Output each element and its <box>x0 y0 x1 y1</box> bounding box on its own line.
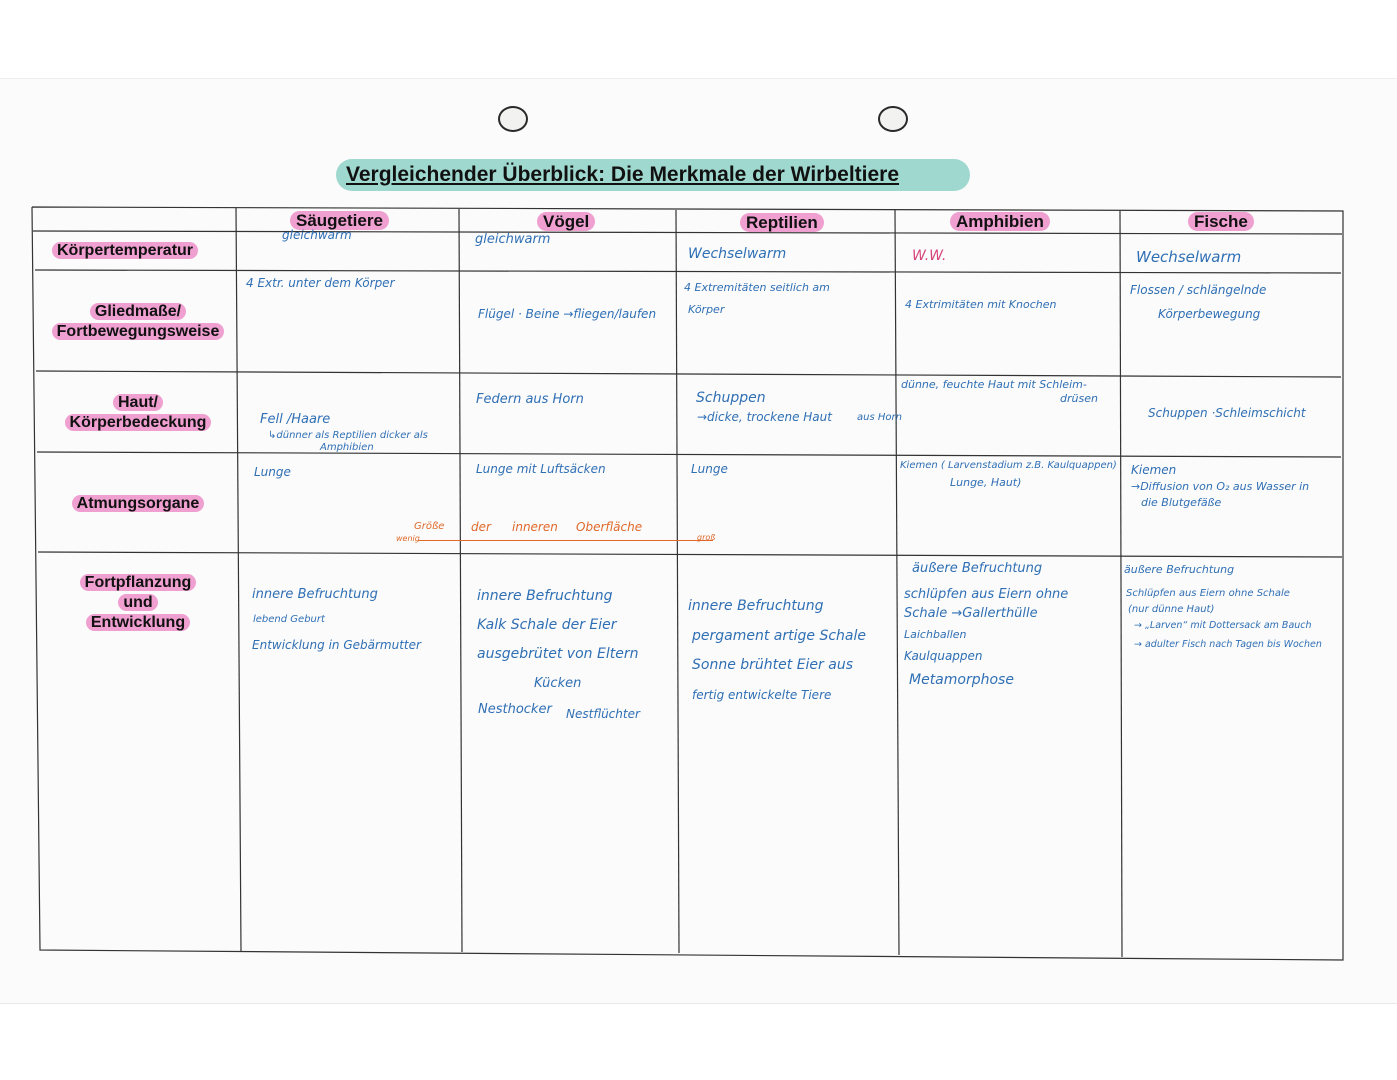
cell-atmung-amphibien-1: Kiemen ( Larvenstadium z.B. Kaulquappen) <box>900 460 1117 471</box>
cell-haut-fische: Schuppen ·Schleimschicht <box>1148 406 1306 420</box>
cell-haut-amphibien-1: dünne, feuchte Haut mit Schleim- <box>901 378 1087 391</box>
cell-fort-voegel-4: Kücken <box>534 676 582 691</box>
cell-atmung-voegel: Lunge mit Luftsäcken <box>476 462 606 476</box>
cell-haut-amphibien-2: drüsen <box>1060 392 1098 405</box>
cell-fort-voegel-2: Kalk Schale der Eier <box>477 617 617 633</box>
row-header-koerpertemperatur: Körpertemperatur <box>52 241 198 261</box>
row-header-fortpflanzung: Fortpflanzung und Entwicklung <box>40 573 236 633</box>
cell-fort-reptilien-4: fertig entwickelte Tiere <box>692 688 832 702</box>
cell-temp-saeuger: gleichwarm <box>282 228 352 242</box>
cell-glied-saeuger: 4 Extr. unter dem Körper <box>246 276 395 290</box>
cell-haut-reptilien-2: →dicke, trockene Haut <box>697 410 832 424</box>
cell-glied-fische-2: Körperbewegung <box>1158 307 1261 321</box>
cell-fort-voegel-3: ausgebrütet von Eltern <box>477 646 639 662</box>
arrow-label-groesse: Größe <box>414 521 445 532</box>
cell-atmung-fische-1: Kiemen <box>1131 463 1177 477</box>
cell-glied-reptilien-1: 4 Extremitäten seitlich am <box>684 281 830 294</box>
cell-haut-reptilien-3: aus Horn <box>857 412 902 423</box>
cell-fort-fische-1: äußere Befruchtung <box>1124 563 1235 576</box>
cell-atmung-saeuger: Lunge <box>254 465 291 479</box>
cell-fort-voegel-1: innere Befruchtung <box>477 588 613 604</box>
surface-size-arrow <box>418 540 713 541</box>
row-header-gliedmasse: Gliedmaße/ Fortbewegungsweise <box>40 302 236 342</box>
cell-glied-reptilien-2: Körper <box>688 303 725 316</box>
arrow-label-wenig: wenig <box>396 534 420 543</box>
cell-fort-saeuger-3: Entwicklung in Gebärmutter <box>252 638 421 652</box>
arrow-label-oberflaeche: Oberfläche <box>576 520 643 534</box>
column-header-saeugetiere: Säugetiere <box>290 211 389 231</box>
cell-fort-amphibien-6: Metamorphose <box>909 672 1014 688</box>
arrow-label-der: der <box>471 520 491 534</box>
cell-atmung-amphibien-2: Lunge, Haut) <box>950 476 1022 489</box>
cell-haut-reptilien-1: Schuppen <box>696 390 766 406</box>
arrow-label-gross: groß <box>697 533 716 542</box>
column-header-amphibien: Amphibien <box>950 212 1050 232</box>
cell-temp-fische: Wechselwarm <box>1136 248 1242 266</box>
cell-fort-fische-5: → adulter Fisch nach Tagen bis Wochen <box>1134 639 1322 650</box>
cell-fort-reptilien-2: pergament artige Schale <box>692 628 866 644</box>
cell-haut-saeuger-1: Fell /Haare <box>260 412 331 427</box>
row-header-haut: Haut/ Körperbedeckung <box>40 393 236 433</box>
cell-fort-fische-2: Schlüpfen aus Eiern ohne Schale <box>1126 588 1290 599</box>
cell-fort-amphibien-3: Schale →Gallerthülle <box>904 606 1038 621</box>
cell-atmung-fische-3: die Blutgefäße <box>1141 496 1222 509</box>
column-header-voegel: Vögel <box>537 212 595 232</box>
page-title: Vergleichender Überblick: Die Merkmale der Wirbeltiere <box>346 163 900 186</box>
column-header-fische: Fische <box>1188 212 1254 232</box>
cell-temp-voegel: gleichwarm <box>475 232 551 247</box>
column-header-reptilien: Reptilien <box>740 213 824 233</box>
arrow-label-inneren: inneren <box>512 520 558 534</box>
cell-glied-voegel: Flügel · Beine →fliegen/laufen <box>478 307 657 321</box>
cell-temp-amphibien: W.W. <box>912 248 947 264</box>
cell-fort-fische-3: (nur dünne Haut) <box>1128 604 1215 615</box>
cell-fort-reptilien-1: innere Befruchtung <box>688 598 824 614</box>
cell-fort-amphibien-4: Laichballen <box>904 628 967 641</box>
row-header-atmungsorgane: Atmungsorgane <box>40 494 236 514</box>
cell-fort-saeuger-1: innere Befruchtung <box>252 587 378 602</box>
cell-glied-fische-1: Flossen / schlängelnde <box>1130 283 1267 297</box>
cell-atmung-fische-2: →Diffusion von O₂ aus Wasser in <box>1131 480 1310 493</box>
cell-fort-reptilien-3: Sonne brühtet Eier aus <box>692 657 853 673</box>
cell-haut-saeuger-3: Amphibien <box>320 442 374 453</box>
cell-temp-reptilien: Wechselwarm <box>688 246 787 262</box>
cell-haut-saeuger-2: ↳dünner als Reptilien dicker als <box>268 430 428 441</box>
cell-fort-amphibien-2: schlüpfen aus Eiern ohne <box>904 587 1069 602</box>
cell-glied-amphibien: 4 Extrimitäten mit Knochen <box>905 298 1057 311</box>
cell-fort-amphibien-5: Kaulquappen <box>904 649 983 663</box>
cell-fort-saeuger-2: lebend Geburt <box>253 614 325 625</box>
cell-fort-fische-4: → „Larven“ mit Dottersack am Bauch <box>1134 620 1312 631</box>
cell-fort-voegel-5: Nesthocker <box>478 702 552 717</box>
cell-fort-amphibien-1: äußere Befruchtung <box>912 561 1043 576</box>
cell-haut-voegel: Federn aus Horn <box>476 392 584 407</box>
cell-atmung-reptilien: Lunge <box>691 462 728 476</box>
cell-fort-voegel-6: Nestflüchter <box>566 707 640 721</box>
